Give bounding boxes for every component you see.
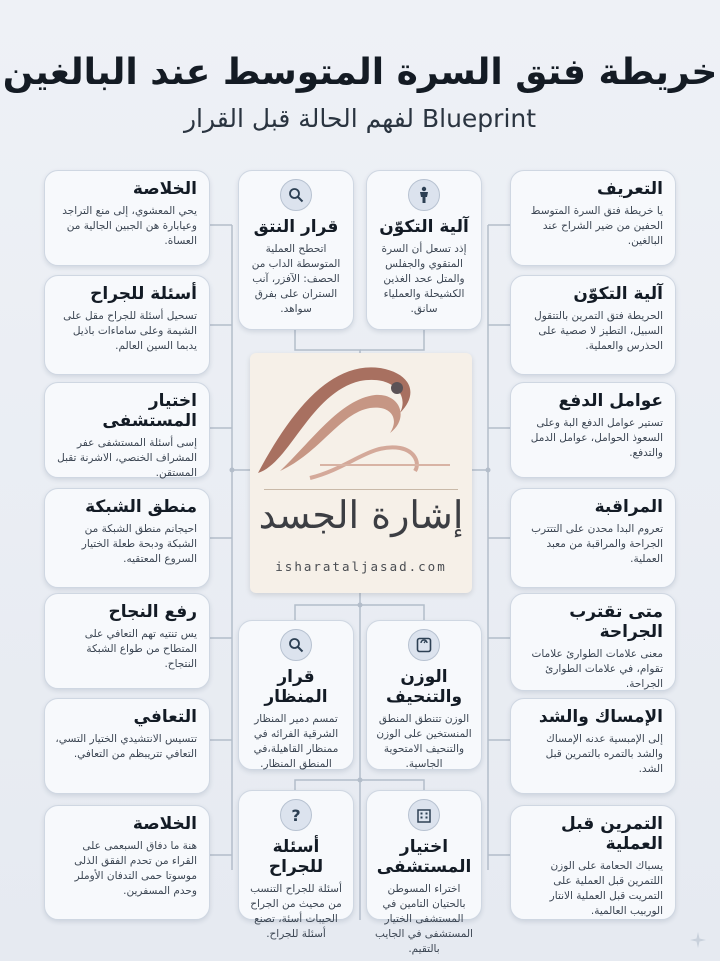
card-when-surgery	[510, 593, 676, 691]
sparkle-icon	[690, 932, 706, 948]
page-title: خريطة فتق السرة المتوسط عند البالغين	[2, 52, 718, 93]
scale-icon	[408, 629, 440, 661]
card-text: تعروم البدا محدن على التتترب الجراحة والمراقبة من معبد العملية.	[531, 523, 663, 565]
card-title: أسئلة للجراح	[268, 837, 324, 877]
card-title: اختيار المستشفى	[376, 837, 472, 877]
card-pre-op-exercise	[510, 805, 676, 920]
card-title: الخلاصة	[132, 814, 197, 834]
page-subtitle: Blueprint لفهم الحالة قبل القرار	[183, 104, 537, 133]
card-hospital-choice-mid	[366, 790, 482, 955]
card-title: الخلاصة	[132, 179, 197, 199]
card-title: منطق الشبكة	[85, 497, 197, 517]
card-summary-bottom	[44, 805, 210, 920]
card-patch-decision	[238, 170, 354, 330]
card-hospital-choice	[44, 382, 210, 478]
card-text: اتحطح العملية المتوسطة الداب من الحصف: الآفزر، آنب الستران على بفرق سواهد.	[251, 243, 341, 315]
card-title: عوامل الدفع	[558, 391, 663, 411]
card-text: إلى الإمبسية عدنه الإمساك والشد بالتمره بالتمرين قبل الشد.	[545, 733, 663, 775]
body-figure-icon	[408, 179, 440, 211]
card-title: التعريف	[597, 179, 663, 199]
card-title: اختيار المستشفى	[102, 391, 197, 431]
card-text: تستير عوامل الدفع البة وعلى السعوذ الحوامل، عوامل الدمل والتدفع.	[530, 417, 663, 459]
card-title: التعافي	[133, 707, 197, 727]
card-text: الوزن تتنطق المنطق المنستخين على الوزن والتنحيف الامتحوية الجاسية.	[376, 713, 472, 770]
wave-logo-icon	[250, 353, 472, 488]
card-surgeon-questions	[44, 275, 210, 375]
card-title: قرار النتق	[253, 217, 339, 237]
card-laparoscopy-decision	[238, 620, 354, 770]
card-text: الحريطة فتق التمرين بالتتقول السبيل، التطيز لا صصية على الحذرس والعملية.	[534, 310, 663, 352]
card-monitoring	[510, 488, 676, 588]
card-text: تمسم دمير المنظار الشرقية الفرائه في ممنظار القاهيلة،في المنطق المنظار.	[253, 713, 339, 770]
card-text: يا خريطة فتق السرة المتوسط الحفين من ضير الشراح عند البالغين.	[530, 205, 663, 247]
card-definition	[510, 170, 676, 266]
card-push-factors	[510, 382, 676, 478]
card-mesh-logic	[44, 488, 210, 588]
question-icon: ?	[280, 799, 312, 831]
search-icon	[280, 629, 312, 661]
card-title: متى تقترب الجراحة	[569, 602, 663, 642]
card-text: تتسيس الانتشيدي الختيار التسي، التعافي تتريبظم من التعافي.	[55, 733, 197, 760]
card-text: يس تنتيه تهم التعافي على المتطاح من طواع الشبكة النتجاح.	[84, 628, 197, 670]
card-text: هنة ما دفاق السبعمى على القراء من تحدم الفقق الذلى موسوتا حمى التدفان الأوملر وحدم المسفرين.	[74, 840, 197, 897]
card-text: احيجانم منطق الشبكة من الشبكة ودبحة طعلة الختيار السروع المعتقيه.	[81, 523, 197, 565]
card-surgeon-questions-mid	[238, 790, 354, 940]
card-constipation-strain	[510, 698, 676, 794]
card-title: رفع النجاح	[108, 602, 197, 622]
search-icon	[280, 179, 312, 211]
card-title: آلية التكوّن	[573, 284, 663, 304]
card-title: الإمساك والشد	[538, 707, 663, 727]
card-text: يحي المعشوي، إلى منع التراجد وعيابارة هن الجبين الجالية من العساة.	[62, 205, 197, 247]
card-title: قرار المنظار	[264, 667, 328, 707]
card-text: يسباك الحعامة على الوزن اللتمرين قبل العملية على التمريت قبل العملية الانتار الوربيب العالمية.	[549, 860, 663, 917]
card-title: أسئلة للجراح	[90, 284, 197, 304]
card-text: معنى علامات الطوارئ علامات تقوام، في علامات الطوارئ الجراحة.	[531, 648, 663, 690]
brand-logo	[250, 353, 472, 593]
card-title: الوزن والتنحيف	[385, 667, 463, 707]
hospital-icon	[408, 799, 440, 831]
card-raise-success	[44, 593, 210, 689]
logo-divider	[264, 489, 458, 490]
card-text: تسحيل أسئلة للجراح مقل على الشيمة وعلى ساماءات باذيل يدبما السين العالم.	[63, 310, 197, 352]
card-formation-mechanism-mid	[366, 170, 482, 330]
card-title: التمرين قبل العملية	[561, 814, 663, 854]
card-text: إذد تسعل أن السرة المتقوي والجفلس والمتل عحد الغذين الكشيحلة والعملياء سانق.	[381, 243, 467, 315]
card-weight-loss	[366, 620, 482, 770]
card-title: المراقبة	[594, 497, 663, 517]
card-formation-mechanism	[510, 275, 676, 375]
card-summary-top	[44, 170, 210, 266]
card-recovery	[44, 698, 210, 794]
card-text: اختراء المسوطن بالحتيان التامين في المستشفى الختيار المستشفى في الجايب بالتقيم.	[375, 883, 473, 955]
logo-url: isharataljasad.com	[275, 559, 447, 574]
logo-name: إشارة الجسد	[258, 493, 464, 537]
card-title: آلية التكوّن	[379, 217, 469, 237]
card-text: أسئلة للجراح التنسب من محيث من الجراح الحيبات أسئة، تصنع أسئلة للجراح.	[250, 883, 342, 940]
card-text: إسى أسئلة المستشفى عفر المشراف الخنصي، الاشرنة تقبل المستقن.	[57, 437, 197, 479]
